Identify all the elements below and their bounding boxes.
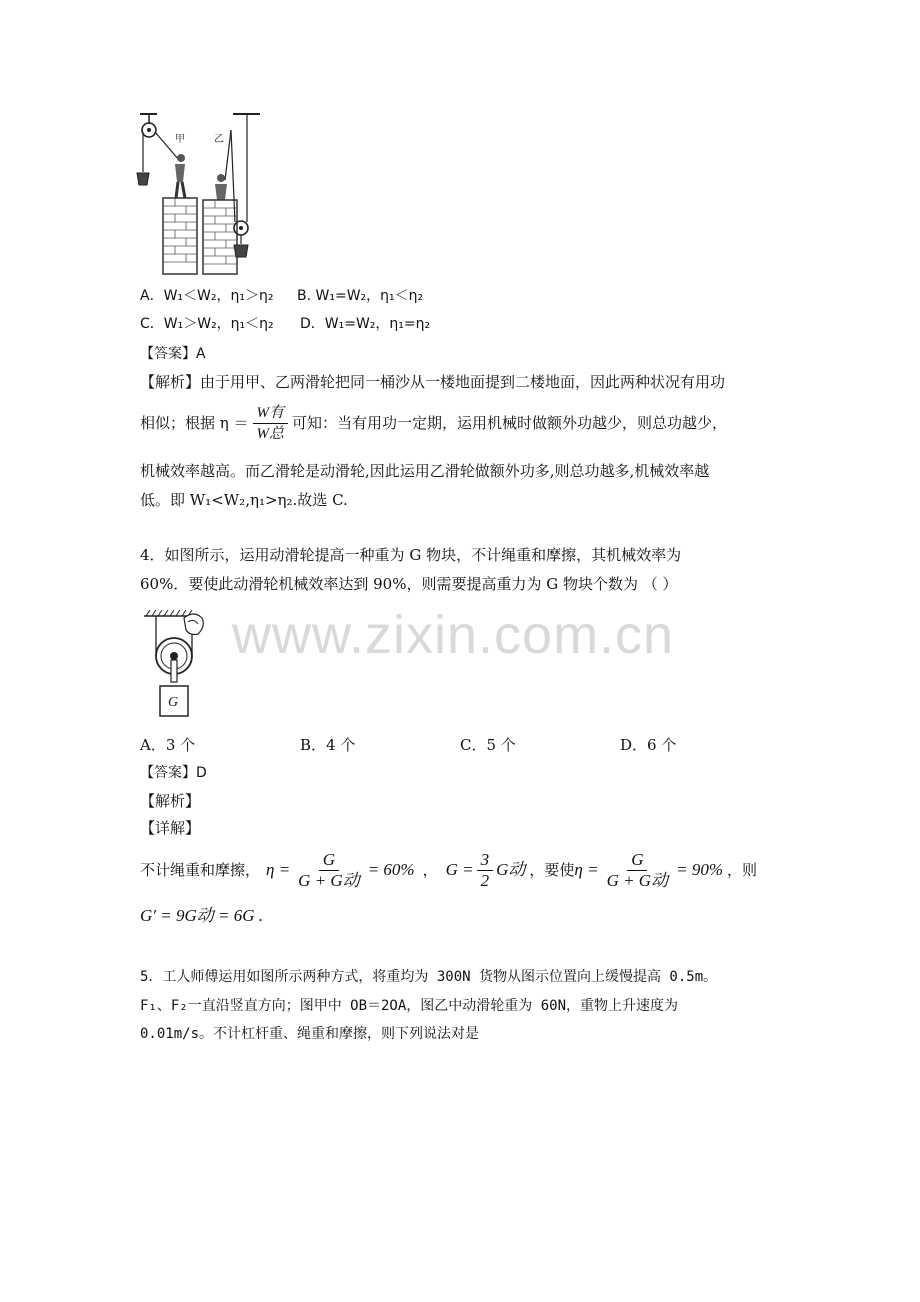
q4-solution-result: G′ = 9G动 = 6G .: [140, 906, 263, 925]
label-yi: 乙: [214, 134, 224, 145]
fraction-numerator: W有: [253, 403, 289, 424]
q3-option-b: B. W₁=W₂，η₁＜η₂: [297, 288, 424, 304]
q4-fraction-3: [603, 850, 673, 891]
q5-stem-line2: F₁、F₂一直沿竖直方向；图甲中 OB＝2OA，图乙中动滑轮重为 60N，重物上升速度为: [140, 998, 679, 1014]
q3-explanation-line2: [140, 400, 727, 446]
q5-stem-line1: 5．工人师傅运用如图所示两种方式，将重均为 300N 货物从图示位置向上缓慢提高 0.5m。: [140, 969, 718, 985]
q4-sol-g: G =: [445, 860, 474, 879]
fraction-denominator: G + G动: [606, 870, 669, 890]
q4-stem-line2: 60%．要使此动滑轮机械效率达到 90%，则需要提高重力为 G 物块个数为 （ ）: [140, 575, 678, 593]
q3-exp-line2-pre: 相似；根据 η ＝: [140, 414, 249, 432]
q4-analysis: 【解析】: [140, 792, 201, 810]
fraction-numerator: 3: [477, 850, 494, 871]
q5-stem-line3: 0.01m/s。不计杠杆重、绳重和摩擦，则下列说法对是: [140, 1026, 479, 1042]
q3-exp-line2-post: 可知：当有用功一定期，运用机械时做额外功越少，则总功越少，: [292, 414, 728, 432]
q4-sol-gdong: G动: [496, 860, 526, 879]
q4-option-a: A．3 个: [140, 736, 196, 754]
label-jia: 甲: [175, 134, 185, 145]
q3-explanation-line3: 机械效率越高。而乙滑轮是动滑轮,因此运用乙滑轮做额外功多,则总功越多,机械效率越: [140, 462, 710, 480]
q4-sol-mid: ，要使: [529, 861, 575, 879]
q4-sol-eq2: = 90%: [676, 860, 723, 879]
q4-solution-line: 不计绳重和摩擦， η = $\frac{G}{\text{G + G动}}$ = 60% ， G = $\frac{3}{2}$ G动 ，要使 η = $\frac{G}{\text{G + G动}}$ = 90% ，则: [140, 849, 757, 890]
q3-efficiency-fraction: [253, 403, 289, 444]
q3-explanation-line1: 【解析】由于用甲、乙两滑轮把同一桶沙从一楼地面提到二楼地面，因此两种状况有用功: [140, 373, 726, 391]
watermark: www.zixin.com.cn: [232, 605, 675, 665]
q4-option-b: B．4 个: [300, 736, 356, 754]
fraction-numerator: G: [627, 850, 647, 871]
q4-option-d: D．6 个: [620, 736, 677, 754]
pulley-figure-jia-yi: [135, 110, 270, 278]
fraction-numerator: G: [319, 850, 339, 871]
block-g-label: G: [168, 695, 179, 710]
fraction-denominator: 2: [480, 870, 490, 890]
q3-answer: 【答案】A: [140, 346, 206, 362]
q4-detail: 【详解】: [140, 819, 201, 837]
q4-sol-pre: 不计绳重和摩擦，: [140, 861, 261, 879]
q4-sol-eta: η =: [266, 860, 291, 879]
q4-stem-line1: 4．如图所示，运用动滑轮提高一种重为 G 物块，不计绳重和摩擦，其机械效率为: [140, 546, 682, 564]
q3-option-a: A．W₁＜W₂，η₁＞η₂: [140, 288, 274, 304]
q4-fraction-2: [477, 850, 494, 891]
q4-sol-then: ，则: [726, 861, 757, 879]
q3-option-d: D．W₁=W₂，η₁=η₂: [300, 316, 431, 332]
q4-sol-eq1: = 60%: [367, 860, 415, 879]
movable-pulley-figure: [140, 604, 220, 722]
q3-explanation-line4: 低。即 W₁<W₂,η₁>η₂.故选 C.: [140, 491, 348, 509]
q4-sol-eta2: η =: [574, 860, 599, 879]
q3-option-c: C．W₁＞W₂，η₁＜η₂: [140, 316, 274, 332]
q4-option-c: C．5 个: [460, 736, 516, 754]
fraction-denominator: G + G动: [298, 870, 360, 890]
fraction-denominator: W总: [256, 425, 285, 442]
q4-fraction-1: [294, 850, 364, 891]
q4-answer: 【答案】D: [140, 765, 207, 781]
